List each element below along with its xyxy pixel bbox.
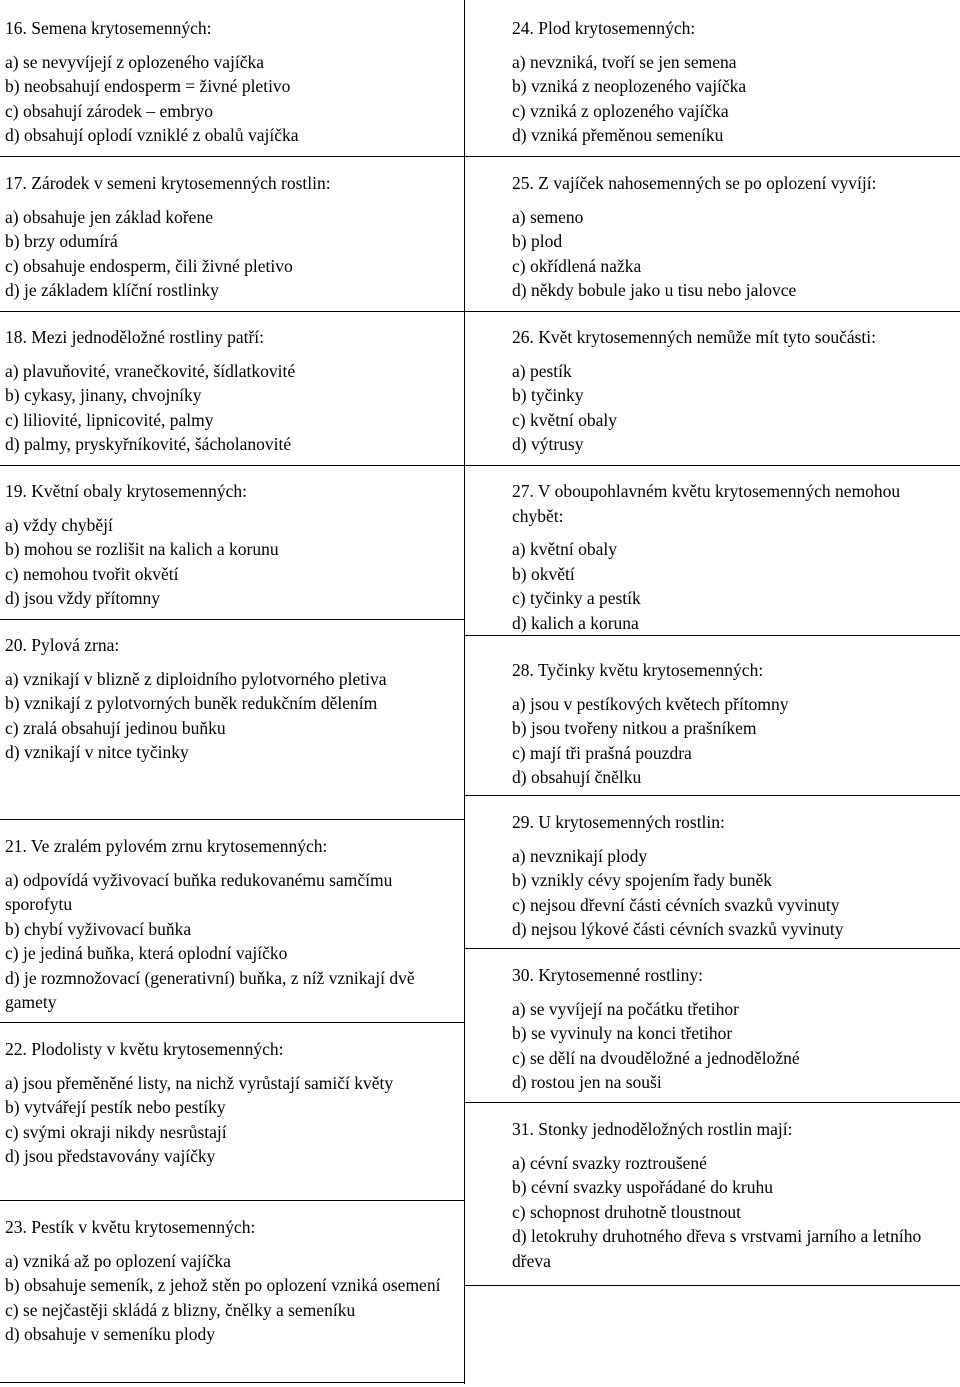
answer-option: c) liliovité, lipnicovité, palmy <box>5 409 214 430</box>
answer-option: b) se vyvinuly na konci třetihor <box>512 1023 733 1043</box>
answer-options <box>5 513 460 611</box>
answer-option: a) odpovídá vyživovací buňka redukovanému samčímu sporofytu <box>5 869 393 914</box>
question-title: 30. Krytosemenné rostliny: <box>512 965 704 985</box>
answer-option: b) plod <box>512 231 563 251</box>
answer-option: c) obsahují zárodek – embryo <box>5 100 213 121</box>
answer-option: c) okřídlená nažka <box>512 255 642 276</box>
answer-option: b) tyčinky <box>512 385 584 405</box>
answer-option: c) zralá obsahují jedinou buňku <box>5 717 226 738</box>
answer-option: b) jsou tvořeny nitkou a prašníkem <box>512 718 757 738</box>
answer-options <box>5 1071 460 1169</box>
answer-option: a) nevzniká, tvoří se jen semena <box>512 51 737 72</box>
answer-option: a) jsou přeměněné listy, na nichž vyrůstají samičí květy <box>5 1072 394 1093</box>
answer-option: b) vznikly cévy spojením řady buněk <box>512 870 773 890</box>
question-block <box>465 171 960 312</box>
question-title: 24. Plod krytosemenných: <box>512 18 696 38</box>
question-title: 26. Květ krytosemenných nemůže mít tyto součásti: <box>512 327 877 347</box>
answer-option: b) obsahuje semeník, z jehož stěn po oplození vzniká osemení <box>5 1275 441 1295</box>
answer-option: d) obsahují čnělku <box>512 767 642 787</box>
answer-option: a) jsou v pestíkových květech přítomny <box>512 693 789 714</box>
question-title: 28. Tyčinky květu krytosemenných: <box>512 660 764 680</box>
answer-option: c) se dělí na dvouděložné a jednoděložné <box>512 1047 800 1068</box>
question-block <box>465 658 960 796</box>
question-block <box>0 171 464 312</box>
answer-option: c) květní obaly <box>512 409 617 430</box>
question-title: 20. Pylová zrna: <box>5 635 120 655</box>
question-block <box>465 16 960 157</box>
answer-option: b) neobsahují endosperm = živné pletivo <box>5 76 291 96</box>
answer-option: c) je jediná buňka, která oplodní vajíčko <box>5 943 288 963</box>
question-title: 31. Stonky jednoděložných rostlin mají: <box>512 1119 793 1139</box>
answer-option: c) nejsou dřevní části cévních svazků vyvinuty <box>512 894 840 915</box>
answer-option: d) letokruhy druhotného dřeva s vrstvami jarního a letního dřeva <box>512 1226 922 1271</box>
question-block <box>0 633 464 820</box>
answer-option: a) se nevyvíjejí z oplozeného vajíčka <box>5 51 264 72</box>
question-block <box>0 834 464 1023</box>
answer-options <box>5 1249 460 1347</box>
question-block <box>0 16 464 157</box>
question-title: 21. Ve zralém pylovém zrnu krytosemenných: <box>5 836 328 856</box>
answer-options <box>5 50 460 148</box>
answer-option: a) plavuňovité, vranečkovité, šídlatkovité <box>5 360 296 381</box>
answer-option: b) vzniká z neoplozeného vajíčka <box>512 76 747 96</box>
answer-option: b) mohou se rozlišit na kalich a korunu <box>5 539 279 559</box>
answer-option: c) se nejčastěji skládá z blizny, čnělky a semeníku <box>5 1299 356 1320</box>
answer-option: d) je rozmnožovací (generativní) buňka, z níž vznikají dvě gamety <box>5 967 415 1012</box>
question-title: 23. Pestík v květu krytosemenných: <box>5 1217 256 1237</box>
answer-option: a) pestík <box>512 360 572 381</box>
question-block <box>0 1215 464 1383</box>
answer-option: d) obsahují oplodí vzniklé z obalů vajíčka <box>5 125 299 145</box>
answer-option: a) vždy chybějí <box>5 514 113 535</box>
question-title: 18. Mezi jednoděložné rostliny patří: <box>5 327 265 347</box>
answer-options <box>512 692 956 790</box>
answer-options <box>5 359 460 457</box>
answer-option: d) je základem klíční rostlinky <box>5 280 219 300</box>
answer-option: a) semeno <box>512 206 584 227</box>
answer-option: c) tyčinky a pestík <box>512 588 641 608</box>
question-block <box>465 479 960 636</box>
answer-option: d) nejsou lýkové části cévních svazků vyvinuty <box>512 919 844 939</box>
question-title: 16. Semena krytosemenných: <box>5 18 212 38</box>
answer-option: b) vytvářejí pestík nebo pestíky <box>5 1097 226 1117</box>
answer-option: d) výtrusy <box>512 434 584 454</box>
question-title: 27. V oboupohlavném květu krytosemenných nemohou chybět: <box>512 481 901 526</box>
left-column <box>0 0 465 1384</box>
right-column <box>465 0 960 1287</box>
answer-option: d) vzniká přeměnou semeníku <box>512 125 724 145</box>
answer-option: d) rostou jen na souši <box>512 1072 662 1092</box>
answer-option: b) chybí vyživovací buňka <box>5 918 192 939</box>
answer-option: a) květní obaly <box>512 539 617 559</box>
answer-option: b) brzy odumírá <box>5 231 118 251</box>
answer-option: c) nemohou tvořit okvětí <box>5 563 179 584</box>
answer-option: d) kalich a koruna <box>512 612 639 633</box>
answer-options <box>512 844 956 942</box>
answer-option: d) obsahuje v semeníku plody <box>5 1324 215 1344</box>
answer-options <box>512 537 956 635</box>
question-title: 29. U krytosemenných rostlin: <box>512 812 725 832</box>
answer-option: d) jsou vždy přítomny <box>5 588 161 608</box>
answer-options <box>512 1151 956 1274</box>
answer-option: b) okvětí <box>512 563 575 584</box>
question-block <box>465 1117 960 1286</box>
question-title: 17. Zárodek v semeni krytosemenných rostlin: <box>5 173 331 193</box>
question-block <box>0 1037 464 1201</box>
answer-option: c) obsahuje endosperm, čili živné pletivo <box>5 255 293 276</box>
answer-option: c) svými okraji nikdy nesrůstají <box>5 1121 227 1142</box>
question-block <box>0 479 464 620</box>
answer-option: c) schopnost druhotně tloustnout <box>512 1201 741 1222</box>
answer-option: a) se vyvíjejí na počátku třetihor <box>512 998 739 1019</box>
question-block <box>465 325 960 466</box>
answer-options <box>512 359 956 457</box>
answer-option: a) obsahuje jen základ kořene <box>5 206 213 227</box>
answer-options <box>5 667 460 765</box>
answer-option: b) vznikají z pylotvorných buněk redukčním dělením <box>5 693 378 713</box>
answer-option: a) vzniká až po oplození vajíčka <box>5 1250 231 1271</box>
answer-option: d) jsou představovány vajíčky <box>5 1146 216 1166</box>
answer-options <box>5 205 460 303</box>
answer-options <box>512 205 956 303</box>
question-title: 19. Květní obaly krytosemenných: <box>5 481 248 501</box>
answer-option: b) cykasy, jinany, chvojníky <box>5 385 202 405</box>
question-block <box>465 810 960 949</box>
question-title: 25. Z vajíček nahosemenných se po oplození vyvíjí: <box>512 173 877 193</box>
question-title: 22. Plodolisty v květu krytosemenných: <box>5 1039 284 1059</box>
answer-option: b) cévní svazky uspořádané do kruhu <box>512 1177 773 1197</box>
answer-options <box>512 50 956 148</box>
answer-option: d) palmy, pryskyřníkovité, šácholanovité <box>5 434 292 454</box>
answer-option: c) vzniká z oplozeného vajíčka <box>512 100 729 121</box>
answer-option: c) mají tři prašná pouzdra <box>512 742 692 763</box>
answer-option: d) vznikají v nitce tyčinky <box>5 742 189 762</box>
answer-option: a) cévní svazky roztroušené <box>512 1152 707 1173</box>
answer-option: a) nevznikají plody <box>512 845 648 866</box>
question-block <box>465 963 960 1103</box>
answer-option: d) někdy bobule jako u tisu nebo jalovce <box>512 280 797 300</box>
answer-option: a) vznikají v blizně z diploidního pylotvorného pletiva <box>5 668 387 689</box>
question-block <box>0 325 464 466</box>
answer-options <box>512 997 956 1095</box>
answer-options <box>5 868 460 1015</box>
